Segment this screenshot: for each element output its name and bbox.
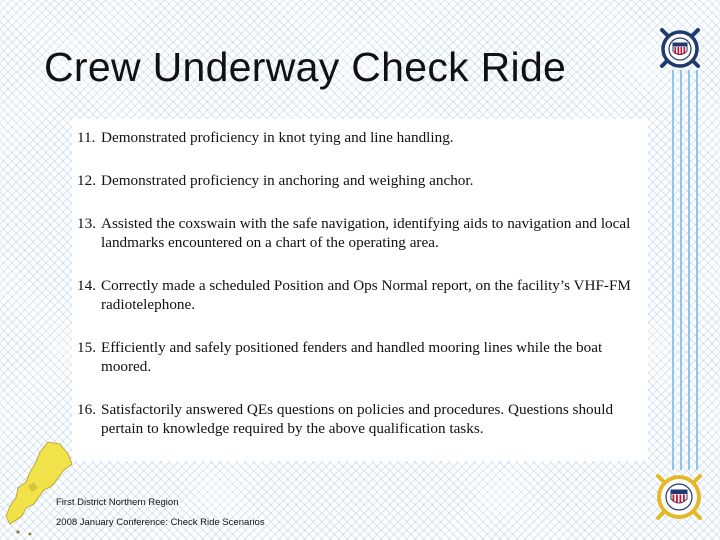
qualification-task-list <box>77 128 642 462</box>
task-item-11 <box>77 128 642 147</box>
task-number: 15. <box>77 339 96 356</box>
task-text: Satisfactorily answered QEs questions on policies and procedures. Questions should pertain to knowledge required by the above qualification tasks. <box>101 401 614 437</box>
task-item-14 <box>77 276 642 314</box>
footer-region: First District Northern Region <box>56 497 179 508</box>
task-text: Efficiently and safely positioned fenders and handled mooring lines while the boat moored. <box>101 339 603 375</box>
task-number: 16. <box>77 401 96 418</box>
task-item-13 <box>77 214 642 252</box>
slide-title: Crew Underway Check Ride <box>44 44 567 90</box>
task-item-12 <box>77 171 642 190</box>
task-number: 14. <box>77 277 96 294</box>
task-text: Demonstrated proficiency in anchoring and weighing anchor. <box>101 172 474 189</box>
task-number: 12. <box>77 172 96 189</box>
task-number: 11. <box>77 129 96 146</box>
task-item-16 <box>77 400 642 438</box>
task-number: 13. <box>77 215 96 232</box>
footer-conference: 2008 January Conference: Check Ride Scenarios <box>56 517 265 528</box>
content-panel <box>72 119 648 461</box>
task-item-15 <box>77 338 642 376</box>
task-text: Assisted the coxswain with the safe navigation, identifying aids to navigation and local landmarks encountered on a chart of the operating area. <box>101 215 631 251</box>
coast-guard-emblem-icon <box>654 22 706 76</box>
decorative-stripes <box>672 70 698 470</box>
auxiliary-emblem-icon <box>650 468 708 526</box>
task-text: Demonstrated proficiency in knot tying and line handling. <box>101 129 454 146</box>
task-text: Correctly made a scheduled Position and Ops Normal report, on the facility’s VHF-FM radiotelephone. <box>101 277 631 313</box>
